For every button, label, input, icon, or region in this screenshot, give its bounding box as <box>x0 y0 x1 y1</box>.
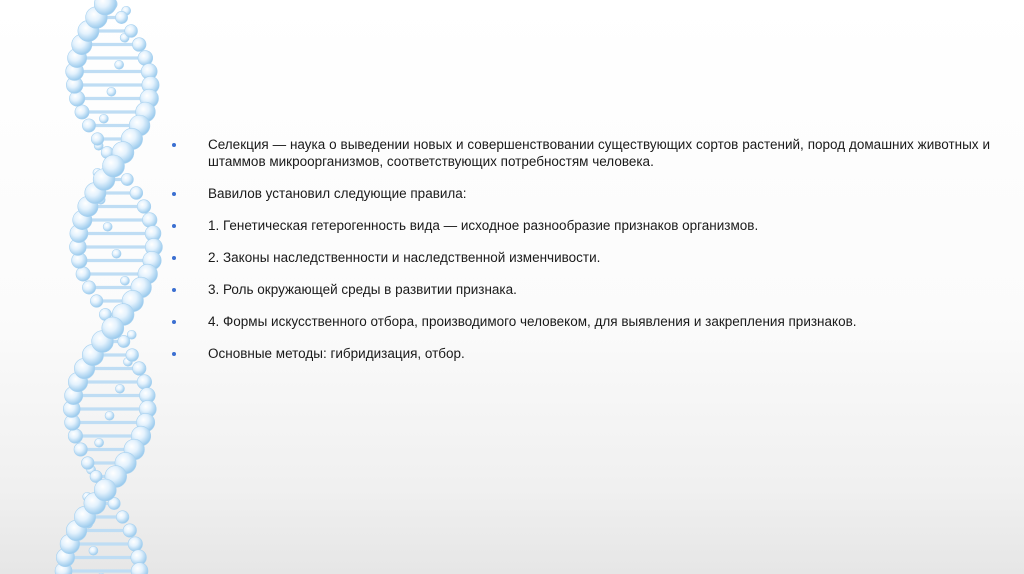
bullet-item <box>172 345 990 362</box>
dna-sphere <box>115 11 127 23</box>
dna-sphere <box>121 173 133 185</box>
bullet-text: Вавилов установил следующие правила: <box>208 186 467 201</box>
dna-sphere <box>74 443 87 456</box>
dna-sphere <box>94 479 116 501</box>
dna-sphere <box>76 267 90 281</box>
dna-sphere <box>137 200 151 214</box>
dna-sphere <box>132 38 146 52</box>
bullet-dot <box>172 192 176 196</box>
bullet-dot <box>172 320 176 324</box>
bullet-dot <box>172 352 176 356</box>
dna-sphere <box>75 105 89 119</box>
bullet-item <box>172 185 990 202</box>
dna-sphere <box>138 51 153 66</box>
bullet-dot <box>172 143 176 147</box>
dna-sphere <box>118 335 130 347</box>
dna-sphere <box>68 429 82 443</box>
bullet-text: Селекция — наука о выведении новых и совершенствовании существующих сортов растений, пород домашних животных и штаммов микроорганизмов, соответствующих потребностям человека. <box>208 137 990 169</box>
bullet-dot <box>172 224 176 228</box>
bullet-text: 2. Законы наследственности и наследственной изменчивости. <box>208 250 601 265</box>
dna-sphere <box>102 317 124 339</box>
dna-sphere <box>115 384 124 393</box>
bullet-text: 4. Формы искусственного отбора, производимого человеком, для выявления и закрепления признаков. <box>208 314 857 329</box>
bullet-dot <box>172 256 176 260</box>
dna-sphere <box>89 546 98 555</box>
dna-sphere <box>116 511 129 524</box>
bullet-list <box>172 136 990 362</box>
bullet-text: 3. Роль окружающей среды в развитии признака. <box>208 282 517 297</box>
bullet-item <box>172 313 990 330</box>
dna-sphere <box>82 281 95 294</box>
bullet-item <box>172 217 990 234</box>
dna-sphere <box>130 187 143 200</box>
bullet-item <box>172 281 990 298</box>
dna-sphere <box>142 213 157 228</box>
dna-sphere <box>91 133 104 146</box>
dna-sphere <box>123 524 136 537</box>
bullet-item <box>172 136 990 170</box>
dna-sphere <box>128 537 142 551</box>
dna-sphere <box>132 362 146 376</box>
content-area <box>172 136 990 377</box>
dna-sphere <box>125 25 138 38</box>
dna-sphere <box>137 375 152 390</box>
dna-sphere <box>131 563 148 574</box>
dna-sphere <box>82 119 95 132</box>
dna-sphere <box>112 249 121 258</box>
dna-helix-image <box>0 0 200 574</box>
dna-sphere <box>99 114 108 123</box>
dna-sphere <box>126 349 139 362</box>
bullet-dot <box>172 288 176 292</box>
dna-sphere <box>103 222 112 231</box>
dna-sphere <box>120 276 129 285</box>
dna-sphere <box>95 438 104 447</box>
bullet-text: Основные методы: гибридизация, отбор. <box>208 346 465 361</box>
bullet-item <box>172 249 990 266</box>
dna-sphere <box>105 411 114 420</box>
dna-sphere <box>107 87 116 96</box>
dna-sphere <box>81 457 94 470</box>
bullet-text: 1. Генетическая гетерогенность вида — исходное разнообразие признаков организмов. <box>208 218 759 233</box>
dna-sphere <box>90 295 103 308</box>
dna-sphere <box>102 155 124 177</box>
dna-sphere <box>115 60 124 69</box>
